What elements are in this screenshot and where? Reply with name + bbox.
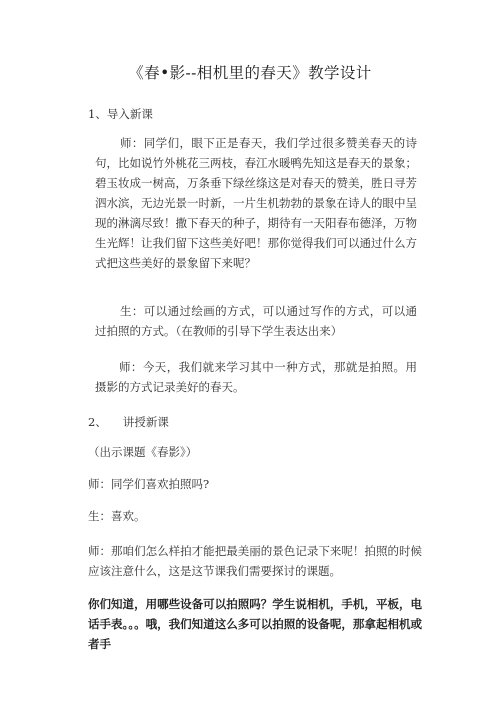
section-number: 2、 xyxy=(88,415,107,429)
teacher-intro-paragraph: 师：同学们，眼下正是春天，我们学过很多赞美春天的诗句，比如说竹外桃花三两枝，春江水暖鸭先知这是春天的景象；碧玉妆成一树高，万条垂下绿丝绦这是对春天的赞美，胜日寻芳泗水滨，无边光景一时新，一片生机勃勃的景象在诗人的眼中呈现的淋漓尽致！撒下春天的种子，期待有一天阳春布德泽，万物生光辉！让我们留下这些美好吧！那你觉得我们可以通过什么方式把这些美好的景象留下来呢？ xyxy=(95,136,417,270)
student-answer-line: 生：喜欢。 xyxy=(88,509,146,523)
teacher-followup-paragraph: 师：今天，我们就来学习其中一种方式，那就是拍照。用摄影的方式记录美好的春天。 xyxy=(95,360,417,394)
show-title-line: （出示课题《春影》） xyxy=(88,445,198,459)
student-reply-paragraph: 生：可以通过绘画的方式，可以通过写作的方式，可以通过拍照的方式。（在教师的引导下学生表达出来） xyxy=(95,304,417,338)
teacher-explain-paragraph: 师：那咱们怎么样拍才能把最美丽的景色记录下来呢！拍照的时候应该注意什么，这是这节课我们需要探讨的课题。 xyxy=(88,544,422,578)
teacher-question-line: 师：同学们喜欢拍照吗? xyxy=(88,477,210,491)
document-title: 《春•影--相机里的春天》教学设计 xyxy=(128,64,372,82)
section-heading-text: 讲授新课 xyxy=(122,415,169,429)
bold-question-paragraph: 你们知道，用哪些设备可以拍照吗？学生说相机，手机，平板，电话手表。。。哦，我们知道这么多可以拍照的设备呢，那拿起相机或者手 xyxy=(88,597,422,651)
section-heading-lecture xyxy=(88,412,169,432)
section-heading-intro: 1、导入新课 xyxy=(88,107,153,121)
